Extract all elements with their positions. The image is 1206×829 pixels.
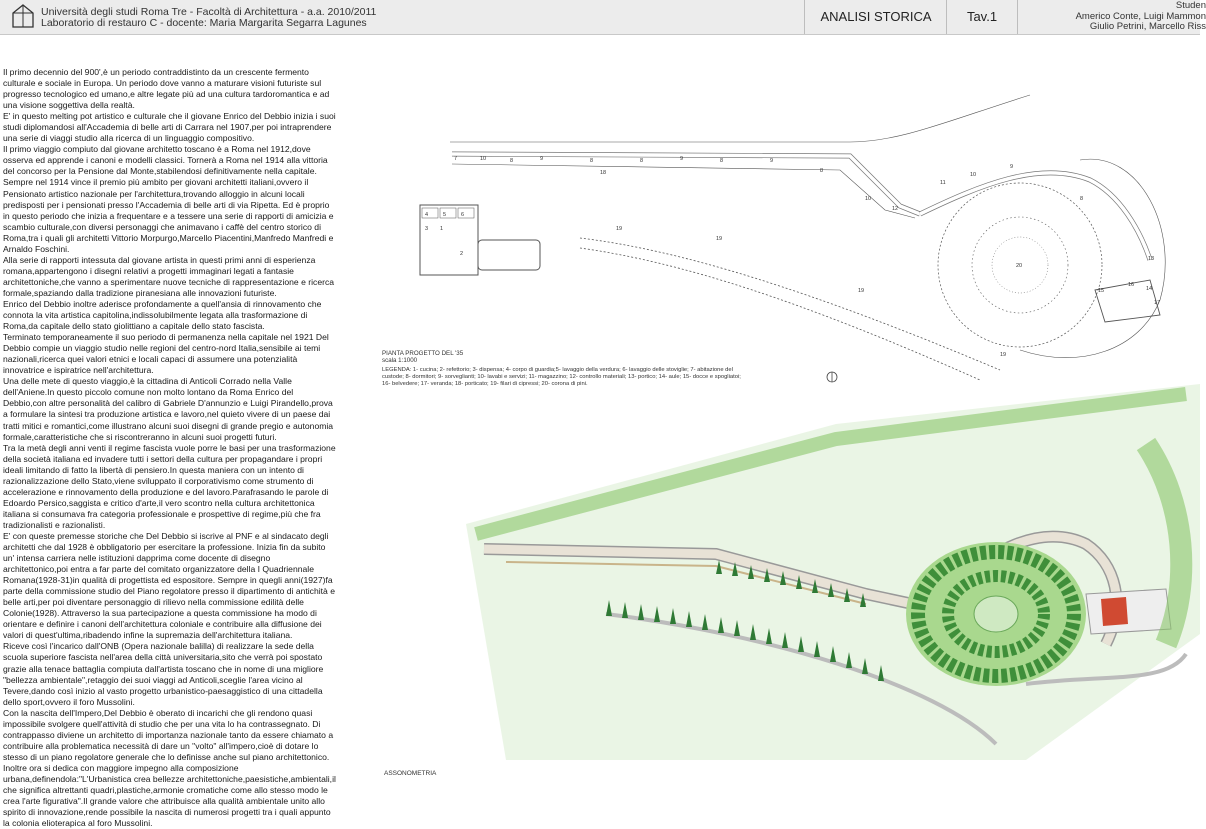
plan-label: 19 (858, 288, 865, 294)
plan-label: 4 (425, 212, 429, 218)
plan-label: 16 (1128, 282, 1135, 288)
text-paragraph: Alla serie di rapporti intessuta dal giovane artista in questi primi anni di esperienza romana,appartengono i disegni relativi a progetti immaginari legati a fantasie architettoniche,che vanno a sperimentare nuove tecniche di rappresentazione e ricerca formale,spaziando dalla tradizione piranesiana alle innovazioni futuriste. (3, 254, 335, 298)
plan-label: 12 (892, 206, 899, 212)
plan-label: 6 (461, 212, 465, 218)
plan-label: 5 (443, 212, 447, 218)
text-paragraph: Terminato temporaneamente il suo periodo di permanenza nella capitale nel 1921 Del Debbio compie un viaggio studio nelle regioni del centro-nord Italia,sensibile ai temi nazionali,ricerca quei valori etnici e locali capaci di assumere una potenzialità innovatrice e ispiratrice nell'architettura. (3, 332, 329, 376)
plan-label: 14 (1146, 286, 1153, 292)
plan-label: 8 (640, 158, 644, 164)
plan-label: 3 (425, 226, 429, 232)
text-paragraph: Tra la metà degli anni venti il regime fascista vuole porre le basi per una trasformazione della società italiana ed invadere tutti i settori della cultura per propagandare i propri ideali limitando di fatto la libertà di pensiero.In questa maniera con un intento di razionalizzazione dello Stato,viene sviluppato il corporativismo come strumento di accelerazione e rinnovamento della produzione e del lavoro.Parafrasando le parole di Edoardo Persico,saggista e critico d'arte,il vero scontro nella cultura architettonica italiana si consumava fra categoria professionale e prospettive di regime,più che fra tradizionalisti e razionalisti. (3, 442, 336, 530)
plan-label: 7 (454, 156, 458, 162)
plan-label: 10 (480, 156, 487, 162)
plan-label: 19 (716, 236, 723, 242)
text-paragraph: E' in questo melting pot artistico e culturale che il giovane Enrico del Debbio inizia i suoi studi diplomandosi all'Accademia di belle arti di Carrara nel 1907,per poi intraprendere una serie di viaggi studio alla ricerca di un linguaggio compositivo. (3, 111, 336, 144)
plan-label: 9 (770, 158, 774, 164)
plan-legend: LEGENDA: 1- cucina; 2- refettorio; 3- dispensa; 4- corpo di guardia;5- lavaggio della verdura; 6- lavaggio delle stoviglie; 7- abitazione del custode; 8- dormitori; 9- sorveglianti; 10- lavabi e servizi; 11- magazzino; 12- controllo materiali; 13- portico; 14- aule; 15- docce e spogliatoi; 16- belvedere; 17- veranda; 18- porticato; 19- filari di cipressi; 20- corona di pini. (382, 367, 741, 387)
plan-label: 15 (1098, 288, 1105, 294)
text-paragraph: E' con queste premesse storiche che Del Debbio si iscrive al PNF e al sindacato degli architetti che dal 1928 è obbligatorio per esercitare la professione. Inizia fin da subito un' intensa carriera nelle istituzioni dapprima come docente di disegno architettonico,poi entra a far parte del comitato organizzatore della I Quadriennale Romana(1928-31)in qualità di progettista ed espositore. Sempre in quegli anni(1927)fa parte della commissione studio del Piano regolatore presso il dipartimento di antichità e belle arti,per poi diventare personaggio di rilievo nella commissione edilità delle Colonie(1928). Attraverso la sua partecipazione a questa commissione ha modo di orientare e definire i canoni dell'architettura coloniale e contribuire alla diffusione dei valori di quest'ultima,ribadendo infine la supremazia dell'architettura italiana. (3, 530, 335, 641)
plan-label: 8 (720, 158, 724, 164)
university-logo-icon (12, 4, 34, 28)
plan-label: 17 (1154, 300, 1161, 306)
plan-label: 8 (1080, 196, 1084, 202)
students-label: Studen (1175, 0, 1206, 11)
header-bar (0, 0, 1206, 35)
plan-label: 9 (540, 156, 544, 162)
text-paragraph: Riceve così l'incarico dall'ONB (Opera nazionale balilla) di realizzare la sede della scuola superiore fascista nell'area della città universitaria,sito che verrà poi spostato grazie alla tenace battaglia compiuta dall'artista toscano che in nome di una migliore "bellezza ambientale",retaggio dei suoi viaggi ad Anticoli,sceglie l'area vicino al Tevere,dando così inizio al vasto progetto urbanistico-paesaggistico di una cittadella dello sport,ovvero il foro Mussolini. (3, 641, 324, 707)
plan-label: 13 (1148, 256, 1155, 262)
plan-label: 19 (616, 226, 623, 232)
plan-label: 18 (600, 170, 607, 176)
plan-caption (382, 350, 463, 365)
plan-label: 8 (820, 168, 824, 174)
plan-label: 11 (940, 180, 946, 186)
axonometric-drawing (466, 384, 1200, 760)
university-info (41, 7, 376, 29)
plan-label: 9 (1010, 164, 1014, 170)
section-title: ANALISI STORICA (820, 9, 932, 24)
plan-label: 8 (510, 158, 514, 164)
plan-label: 2 (460, 251, 464, 257)
plan-label: 9 (680, 156, 684, 162)
plan-scale: scala 1:1000 (382, 357, 418, 365)
text-paragraph: Il primo decennio del 900',è un periodo contraddistinto da un crescente fermento culturale e sociale in Europa. Un periodo dove vanno a maturare visioni futuriste sul progresso tecnologico ed umano,e altre legate più ad una cultura tardoromantica e ad una visione soggettiva della realtà. (3, 67, 330, 111)
plan-label: 10 (865, 196, 872, 202)
plan-title: PIANTA PROGETTO DEL '35 (382, 350, 464, 357)
section-title-box (804, 0, 947, 34)
text-paragraph: Enrico del Debbio inoltre aderisce profondamente a quell'ansia di rinnovamento che connota la vita artistica capitolina,indissolubilmente legata alla trasformazione di Roma,da capitale dello stato giolittiano a capitale dello stato fascista. (3, 298, 322, 332)
plan-label: 1 (440, 226, 444, 232)
students-line-1: Americo Conte, Luigi Mammon (1075, 10, 1206, 22)
text-paragraph: Inoltre ora si dedica con maggiore impegno alla composizione urbana,definendola:"L'Urbanistica crea bellezze architettoniche,paesistiche,ambientali,il che significa altrettanti quadri,plastiche,armonie cromatiche come allo stesso modo le crea l'arte figurativa".Il grande valore che attribuisce alla qualità ambientale unito allo spirito di innovazione,rende possibile la nascita di numerosi progetti tra i quali appunto la colonia elioterapica al foro Mussolini. (3, 762, 336, 829)
university-line: Università degli studi Roma Tre - Facoltà di Architettura - a.a. 2010/2011 (41, 6, 377, 18)
text-paragraph: Una delle mete di questo viaggio,è la cittadina di Anticoli Corrado nella Valle dell'Aniene.In questo piccolo comune non molto lontano da Roma Enrico del Debbio,con altre personalità del calibro di Gabriele D'annunzio e Luigi Pirandello,prova a formulare la sintesi tra produzione artistica e lavoro,nel quieto vivere di un paese dai tratti mitici e romantici,come illustrano alcuni suoi disegni di grande pregio e autonomia formale,caratteristiche che si riscontreranno in alcuni suoi progetti futuri. (3, 376, 334, 442)
historical-text (3, 67, 337, 829)
plan-label: 20 (1016, 263, 1023, 269)
sheet-number: Tav.1 (966, 9, 998, 24)
students-line-2: Giulio Petrini, Marcello Riss (1089, 21, 1206, 32)
sheet-number-box (946, 0, 1018, 34)
axonometry-caption: ASSONOMETRIA (384, 770, 437, 777)
text-paragraph: Con la nascita dell'Impero,Del Debbio è oberato di incarichi che gli rendono quasi impossibile svolgere quell'attività di studio che per una vita lo ha contrassegnato. Di contrappasso diviene un architetto di importanza nazionale tanto da essere chiamato a contribuire alla problematica necessità di dare un "volto" all'impero,cioè di dotare lo stesso di un piano regolatore generale che lo definisse anche sul piano architettonico. (3, 707, 334, 762)
plan-label: 19 (1000, 352, 1007, 358)
text-paragraph: Il primo viaggio compiuto dal giovane architetto toscano è a Roma nel 1912,dove osserva ed apprende i canoni e modelli classici. Tornerà a Roma nel 1914 alla vittoria del concorso per la Pensione dal Monte,stabilendosi definitivamente nella capitale. Sempre nel 1914 vince il premio più ambito per giovani architetti italiani,ovvero il Pensionato artistico nazionale per l'architettura,trovando alloggio in alcuni locali predisposti per i pensionati presso l'Accademia di belle arti di via Ripetta. Ed è proprio in questo periodo che inizia a frequentare e a tessere una serie di rapporti di amicizia e scambio culturale,con diversi personaggi che animavano i caffè del centro storico di Roma,tra i quali gli architetti Vittorio Morpurgo,Marcello Piacentini,Manfredo Manfredi e Arnaldo Foschini. (3, 144, 334, 254)
plan-label: 10 (970, 172, 977, 178)
north-arrow-icon (826, 371, 838, 383)
students-block (1076, 1, 1206, 33)
course-line: Laboratorio di restauro C - docente: Maria Margarita Segarra Lagunes (41, 17, 367, 29)
site-plan-drawing (380, 90, 1180, 390)
plan-label: 8 (590, 158, 594, 164)
